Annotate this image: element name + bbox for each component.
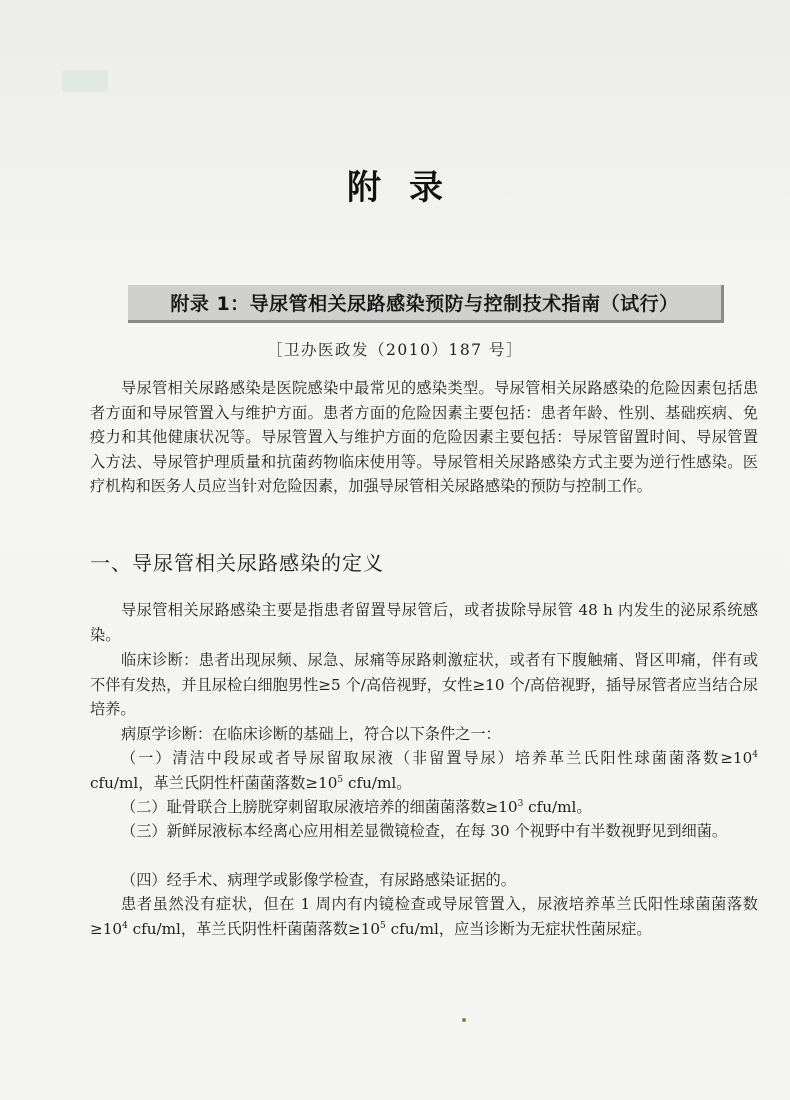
asymptomatic-text-c: cfu/ml，应当诊断为无症状性菌尿症。 [385, 919, 652, 938]
clinical-diagnosis-paragraph: 临床诊断：患者出现尿频、尿急、尿痛等尿路刺激症状，或者有下腹触痛、肾区叩痛，伴有或不伴有发热，并且尿检白细胞男性≥5 个/高倍视野，女性≥10 个/高倍视野，插导尿管者应当结合尿培养。 [90, 651, 758, 718]
criterion-1-exponent-b: 5 [337, 774, 344, 785]
criterion-item-2 [90, 795, 758, 820]
asymptomatic-exponent-b: 5 [380, 920, 386, 931]
page-title: 附录 [347, 168, 471, 208]
criterion-2-text-b: cfu/ml。 [523, 798, 592, 816]
criterion-2-exponent: 3 [517, 798, 524, 809]
criterion-1-text-a: （一）清洁中段尿或者导尿留取尿液（非留置导尿）培养革兰氏阳性球菌菌落数≥10 [121, 749, 753, 767]
asymptomatic-bacteriuria-paragraph [90, 892, 758, 941]
criterion-1-text-c: cfu/ml。 [343, 773, 412, 792]
document-number: ［卫办医政发（2010）187 号］ [267, 341, 523, 359]
section-heading: 一、导尿管相关尿路感染的定义 [90, 551, 384, 575]
criterion-item-1 [90, 746, 758, 795]
corner-tab-mark [62, 70, 108, 92]
criterion-item-3: （三）新鲜尿液标本经离心应用相差显微镜检查，在每 30 个视野中有半数视野见到细菌。 [121, 822, 728, 840]
criterion-item-4: （四）经手术、病理学或影像学检查，有尿路感染证据的。 [121, 871, 516, 889]
definition-paragraph: 导尿管相关尿路感染主要是指患者留置导尿管后，或者拔除导尿管 48 h 内发生的泌尿系统感染。 [90, 601, 758, 644]
criterion-2-text-a: （二）耻骨联合上膀胱穿刺留取尿液培养的细菌菌落数≥10 [121, 798, 518, 816]
page-speck-mark [462, 1018, 466, 1022]
pathogen-diagnosis-intro: 病原学诊断：在临床诊断的基础上，符合以下条件之一： [121, 725, 501, 743]
intro-paragraph: 导尿管相关尿路感染是医院感染中最常见的感染类型。导尿管相关尿路感染的危险因素包括患者方面和导尿管置入与维护方面。患者方面的危险因素主要包括：患者年龄、性别、基础疾病、免疫力和其他健康状况等。导尿管置入与维护方面的危险因素主要包括：导尿管留置时间、导尿管置入方法、导尿管护理质量和抗菌药物临床使用等。导尿管相关尿路感染方式主要为逆行性感染。医疗机构和医务人员应当针对危险因素，加强导尿管相关尿路感染的预防与控制工作。 [90, 379, 758, 495]
appendix-title: 附录 1：导尿管相关尿路感染预防与控制技术指南（试行） [170, 293, 679, 315]
appendix-title-bar [128, 285, 724, 323]
asymptomatic-text-b: cfu/ml，革兰氏阴性杆菌菌落数≥10 [127, 919, 381, 938]
criterion-1-exponent-a: 4 [752, 749, 758, 760]
criterion-1-text-b: cfu/ml，革兰氏阴性杆菌菌落数≥10 [90, 773, 338, 792]
asymptomatic-text-a: 患者虽然没有症状，但在 1 周内有内镜检查或导尿管置入，尿液培养革兰氏阳性球菌菌落数≥10 [90, 895, 758, 938]
asymptomatic-exponent-a: 4 [122, 920, 128, 931]
